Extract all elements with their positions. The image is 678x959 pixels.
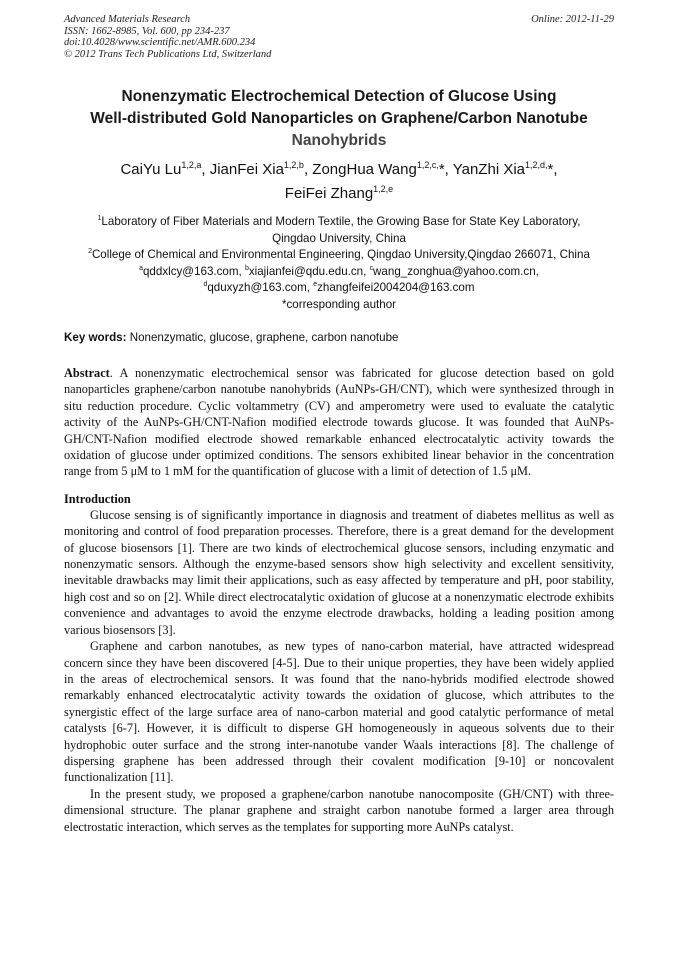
email-line-1 — [64, 264, 614, 281]
abstract-text: . A nonenzymatic electrochemical sensor was fabricated for glucose detection based on gold nanoparticles graphene/carbon nanotube nanohybrids (AuNPs-GH/CNT), which were synthesized through in situ reduction procedure. Cyclic voltammetry (CV) and amperometry were used to evaluate the catalytic activity of the AuNPs-GH/CNT-Nafion modified electrode towards glucose. It was founded that AuNPs-GH/CNT-Nafion modified electrode showed remarkable enhanced electrocatalytic activity towards the oxidation of glucose under optimized conditions. The sensors exhibited linear behavior in the concentration range from 5 μM to 1 mM for the quantification of glucose with a limit of detection of 1.5 μM. — [64, 366, 614, 479]
keywords-label: Key words: — [64, 331, 127, 344]
intro-paragraph-3: In the present study, we proposed a graphene/carbon nanotube nanocomposite (GH/CNT) with three-dimensional structure. The planar graphene and straight carbon nanotube formed a larger area through electrostatic interaction, which serves as the templates for supporting more AuNPs catalyst. — [64, 786, 614, 834]
section-heading-introduction: Introduction — [64, 491, 131, 506]
corresponding-note: *corresponding author — [281, 297, 397, 311]
affiliations — [64, 214, 614, 313]
author: FeiFei Zhang$^{1,2,e}$ — [284, 184, 394, 202]
author: ZongHua Wang$^{1,2,c,}$*, — [312, 160, 453, 178]
journal-header — [64, 14, 614, 60]
affiliation-1: $^1$Laboratory of Fiber Materials and Modern Textile, the Growing Base for State Key Laboratory, — [97, 215, 581, 228]
keywords-text: Nonenzymatic, glucose, graphene, carbon nanotube — [126, 331, 399, 344]
affiliation-1-cont: Qingdao University, China — [272, 231, 406, 245]
online-date: Online: 2012-11-29 — [531, 14, 614, 25]
issn-line: ISSN: 1662-8985, Vol. 600, pp 234-237 — [64, 25, 230, 37]
affiliation-2: $^2$College of Chemical and Environmental Engineering, Qingdao University,Qingdao 266071, China — [88, 248, 590, 261]
abstract — [64, 365, 614, 480]
title-line-1: Nonenzymatic Electrochemical Detection of Glucose Using — [121, 88, 557, 105]
intro-paragraph-2: Graphene and carbon nanotubes, as new types of nano-carbon material, have attracted widespread concern since they have been discovered [4-5]. Due to their unique properties, they have been widely applied in the areas of electrochemical sensors. It was found that the nano-hybrids modified electrode showed remarkably enhanced electrocatalytic activity towards the oxidation of glucose, which attributes to the synergistic effect of the large surface area of nano-carbon material and good catalytic performance of metal catalysts [6-7]. However, it is difficult to disperse GH homogeneously in aqueous solvents due to their hydrophobic outer surface and the strong inter-nanotube vander Waals interactions [8]. The challenge of dispersing graphene has been addressed through their covalent modification [9-10] or noncovalent functionalization [11]. — [64, 639, 614, 785]
intro-paragraph-1: Glucose sensing is of significantly importance in diagnosis and treatment of diabetes mellitus as well as monitoring and control of food preparation processes. Therefore, there is a great demand for the development of glucose biosensors [1]. There are two kinds of electrochemical glucose sensors, including enzymatic and nonenzymatic sensors. Although the enzyme-based sensors show high selectivity and excellent sensitivity, inevitable drawbacks may limit their applications, such as easy affected by temperature and pH, poor stability, high cost and so on [2]. While direct electrocatalytic oxidation of glucose at a nonenzymatic electrode exhibits convenience and advantages to avoid the enzyme electrode drawbacks, holding a leading position among various biosensors [3]. — [64, 507, 614, 637]
email-link[interactable]: $^c$wang_zonghua@yahoo.com.cn, — [369, 264, 539, 278]
author-list — [64, 158, 614, 206]
abstract-label: Abstract — [64, 366, 110, 380]
author: YanZhi Xia$^{1,2,d,}$*, — [452, 160, 558, 178]
email-link[interactable]: $^e$zhangfeifei2004204@163.com — [313, 281, 475, 294]
title-line-3: Nanohybrids — [291, 132, 387, 149]
doi-link[interactable]: doi:10.4028/www.scientific.net/AMR.600.234 — [64, 37, 256, 48]
author: JianFei Xia$^{1,2,b}$, — [209, 160, 313, 178]
email-link[interactable]: $^a$qddxlcy@163.com, — [139, 264, 245, 278]
keywords — [64, 331, 614, 344]
email-link[interactable]: $^d$qduxyzh@163.com, — [203, 281, 314, 294]
copyright-line: © 2012 Trans Tech Publications Ltd, Switzerland — [64, 48, 272, 60]
title-line-2: Well-distributed Gold Nanoparticles on Graphene/Carbon Nanotube — [90, 110, 588, 127]
email-line-2 — [64, 280, 614, 297]
email-link[interactable]: $^b$xiajianfei@qdu.edu.cn, — [244, 264, 370, 278]
paper-title — [64, 86, 614, 152]
author: CaiYu Lu$^{1,2,a}$, — [120, 160, 210, 178]
journal-name: Advanced Materials Research — [64, 14, 191, 25]
